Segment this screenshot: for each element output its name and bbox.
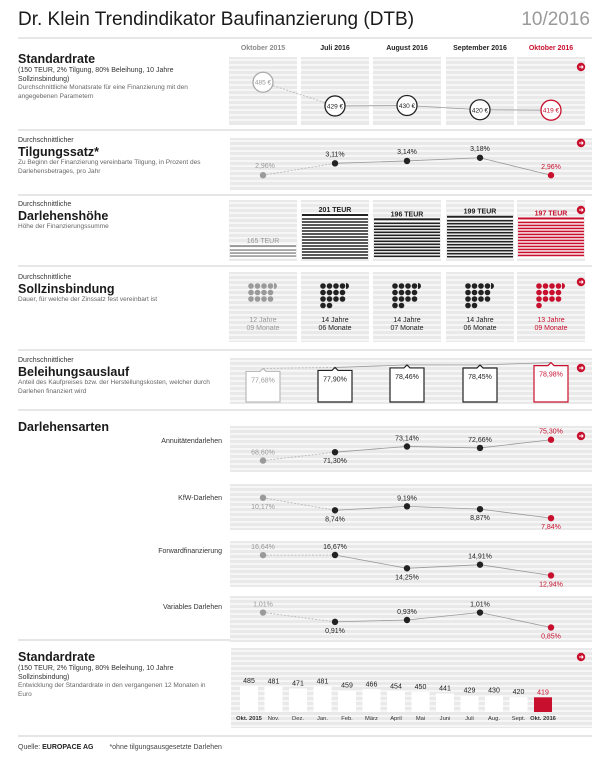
section-beleihungsauslauf [18, 357, 218, 396]
column-header: August 2016 [386, 45, 428, 52]
section-description: Durchschnittliche Monatsrate für eine Finanzierung mit den angegebenen Parametern [18, 84, 188, 100]
column-header: Juli 2016 [320, 45, 350, 52]
year-dot [327, 290, 333, 296]
year-dot [327, 303, 333, 309]
section-pretitle: Durchschnittlicher [18, 137, 74, 144]
bar-value-label: 165 TEUR [246, 238, 280, 246]
data-label: 16,67% [323, 544, 347, 552]
section-standardrate [18, 52, 218, 101]
year-dot [255, 283, 261, 289]
rate-label: 420 € [471, 107, 489, 115]
month-bar [461, 696, 479, 712]
report-date: 10/2016 [521, 9, 590, 30]
year-dot [268, 283, 274, 289]
section-title: Tilgungssatz* [18, 145, 100, 159]
section-subtitle: (150 TEUR, 2% Tilgung, 80% Beleihung, 10 Jahre Sollzinsbindung) [18, 67, 174, 83]
year-dot [485, 283, 491, 289]
month-label: Aug. [488, 716, 500, 722]
month-value: 429 [463, 687, 476, 695]
month-label: Feb. [341, 716, 353, 722]
data-point [477, 561, 483, 567]
data-label: 73,14% [395, 435, 419, 443]
bar-value-label: 196 TEUR [390, 211, 424, 219]
data-point [548, 624, 554, 630]
data-point [332, 552, 338, 558]
data-point [548, 172, 554, 178]
data-label: 75,30% [539, 428, 563, 436]
data-label: 8,74% [325, 516, 345, 524]
data-label: 0,85% [541, 633, 561, 641]
data-label: 1,01% [470, 601, 490, 609]
duration-years: 13 Jahre [537, 317, 565, 324]
year-dot [478, 283, 484, 289]
month-bar [314, 687, 332, 712]
month-value: 430 [488, 687, 500, 695]
data-point [260, 609, 266, 615]
section-darlehenshoehe [18, 201, 218, 232]
section-description: Entwicklung der Standardrate in den vergangenen 12 Monaten in Euro [18, 682, 206, 698]
section-description: Zu Beginn der Finanzierung vereinbarte Tilgung, in Prozent des Darlehensbetrages, pro Jahr [18, 159, 201, 175]
year-dot [392, 283, 398, 289]
data-point [404, 158, 410, 164]
bar-top [518, 217, 584, 219]
month-label: März [365, 716, 378, 722]
data-point [404, 565, 410, 571]
year-dot [392, 296, 398, 302]
month-label: Juli [465, 716, 474, 722]
section-description: Höhe der Finanzierungssumme [18, 223, 109, 230]
duration-months: 06 Monate [318, 325, 352, 332]
month-value: 441 [439, 685, 451, 693]
month-label: Okt. 2016 [530, 716, 556, 722]
data-label: 68,60% [251, 449, 275, 457]
section-pretitle: Durchschnittliche [18, 201, 72, 208]
year-dot [472, 290, 478, 296]
year-dot [543, 290, 549, 296]
year-dot [412, 296, 418, 302]
year-dot [485, 296, 491, 302]
month-label: Mai [415, 716, 426, 722]
year-dot [399, 303, 405, 309]
data-point [477, 445, 483, 451]
month-bar [436, 694, 454, 712]
bar-top [447, 216, 513, 218]
data-label: 0,93% [397, 609, 417, 616]
year-dot [248, 296, 254, 302]
rate-label: 430 € [398, 103, 416, 111]
series-name: Annuitätendarlehen [161, 438, 222, 445]
year-dot [399, 290, 405, 296]
year-dot [485, 290, 491, 296]
year-dot [549, 290, 555, 296]
duration-years: 14 Jahre [393, 317, 421, 324]
year-dot [261, 290, 267, 296]
month-value: 420 [512, 689, 525, 697]
section-title: Beleihungsauslauf [18, 365, 130, 379]
data-label: 14,25% [395, 574, 419, 582]
month-value: 481 [316, 678, 329, 686]
bar-value-label: 199 TEUR [463, 208, 497, 216]
year-dot [399, 296, 405, 302]
month-value: 471 [292, 680, 304, 688]
year-dot [405, 283, 411, 289]
year-dot [556, 296, 562, 302]
data-label: 12,94% [539, 581, 563, 589]
year-dot [549, 296, 555, 302]
year-dot [255, 290, 261, 296]
data-point [332, 449, 338, 455]
data-point [260, 457, 266, 463]
year-dot [320, 290, 326, 296]
year-dot [405, 290, 411, 296]
month-bar [485, 695, 503, 712]
duration-years: 12 Jahre [249, 317, 277, 324]
data-point [332, 160, 338, 166]
value-box [463, 365, 497, 402]
section-pretitle: Durchschnittliche [18, 274, 72, 281]
month-label: Nov. [267, 716, 280, 722]
value-box [318, 367, 352, 402]
data-point [404, 617, 410, 623]
duration-years: 14 Jahre [466, 317, 494, 324]
year-dot [536, 283, 542, 289]
section-tilgungssatz [18, 137, 218, 176]
year-dot [340, 283, 346, 289]
data-label: 1,01% [253, 601, 273, 609]
value-box [534, 363, 568, 402]
month-bar [338, 690, 356, 712]
data-label: 2,96% [541, 164, 561, 172]
data-point [260, 552, 266, 558]
month-bar [412, 692, 430, 712]
data-label: 71,30% [323, 458, 347, 466]
year-dot [340, 290, 346, 296]
data-label: 14,91% [468, 553, 492, 561]
data-point [548, 572, 554, 578]
bar-value-label: 197 TEUR [534, 210, 568, 218]
month-value: 485 [243, 678, 255, 685]
year-dot [465, 296, 471, 302]
month-bar [265, 687, 283, 712]
column-header: Oktober 2016 [528, 45, 574, 52]
data-label: 16,64% [251, 544, 275, 552]
footnote: *ohne tilgungsausgesetzte Darlehen [109, 744, 222, 751]
year-dot [392, 303, 398, 309]
year-dot [399, 283, 405, 289]
section-title: Sollzinsbindung [18, 282, 115, 296]
year-dot [556, 290, 562, 296]
value-label: 78,45% [468, 373, 492, 381]
year-dot [333, 296, 339, 302]
year-dot [556, 283, 562, 289]
data-label: 3,11% [325, 151, 345, 159]
month-bar [363, 689, 381, 712]
section-description: Anteil des Kaufpreises bzw. der Herstellungskosten, welcher durch Darlehen finanziert wird [18, 379, 210, 395]
year-dot [320, 296, 326, 302]
data-point [477, 609, 483, 615]
year-dot [478, 290, 484, 296]
value-box [246, 368, 280, 402]
year-dot [248, 290, 254, 296]
month-label: Dez. [292, 716, 304, 722]
bar-top [230, 245, 296, 247]
column-header: September 2016 [453, 45, 507, 52]
data-label: 8,87% [470, 515, 490, 523]
data-label: 0,91% [325, 627, 345, 635]
section-title: Standardrate [18, 650, 96, 664]
bar-top [374, 218, 440, 220]
year-dot [472, 296, 478, 302]
year-dot [543, 283, 549, 289]
year-dot [340, 296, 346, 302]
data-point [260, 495, 266, 501]
month-label: Sept. [511, 716, 526, 722]
month-bar [510, 697, 528, 712]
year-dot [465, 303, 471, 309]
value-label: 78,98% [539, 371, 563, 379]
year-dot [268, 296, 274, 302]
year-dot [333, 290, 339, 296]
section-standardrate-12-monate [18, 650, 218, 699]
column-header: Oktober 2015 [240, 45, 286, 52]
section-subtitle: (150 TEUR, 2% Tilgung, 80% Beleihung, 10 Jahre Sollzinsbindung) [18, 665, 174, 681]
source-name: EUROPACE AG [42, 744, 94, 751]
data-point [548, 515, 554, 521]
year-dot [327, 296, 333, 302]
year-dot [255, 296, 261, 302]
month-value: 419 [537, 689, 549, 697]
year-dot [536, 296, 542, 302]
year-dot [412, 283, 418, 289]
year-dot [320, 283, 326, 289]
rate-label: 429 € [326, 103, 344, 111]
month-value: 450 [414, 684, 427, 691]
data-label: 7,84% [541, 524, 561, 532]
year-dot [261, 296, 267, 302]
data-label: 72,66% [468, 436, 492, 444]
month-label: April [390, 716, 402, 722]
month-bar [289, 688, 307, 712]
year-dot [268, 290, 274, 296]
month-label: Juni [439, 716, 451, 722]
month-bar [240, 686, 258, 712]
section-title: Darlehensarten [18, 420, 110, 434]
year-dot [472, 303, 478, 309]
year-dot [412, 290, 418, 296]
page-title: Dr. Klein Trendindikator Baufinanzierung (DTB) [18, 9, 415, 30]
data-point [332, 507, 338, 513]
source-label: Quelle: [18, 744, 41, 751]
data-label: 10,17% [251, 503, 275, 511]
section-description: Dauer, für welche der Zinssatz fest vereinbart ist [18, 296, 158, 303]
month-value: 454 [390, 683, 402, 691]
year-dot [327, 283, 333, 289]
footer [18, 744, 222, 751]
year-dot [465, 283, 471, 289]
duration-months: 07 Monate [390, 325, 424, 332]
duration-months: 09 Monate [534, 325, 568, 332]
data-point [404, 443, 410, 449]
data-point [477, 155, 483, 161]
year-dot [248, 283, 254, 289]
year-dot [536, 303, 542, 309]
data-point [477, 506, 483, 512]
rate-label: 485 € [254, 79, 272, 87]
section-pretitle: Durchschnittlicher [18, 357, 74, 364]
year-dot [405, 296, 411, 302]
year-dot [543, 296, 549, 302]
year-dot [536, 290, 542, 296]
year-dot [472, 283, 478, 289]
data-label: 9,19% [397, 495, 417, 503]
year-dot [333, 283, 339, 289]
month-label: Jan. [317, 716, 328, 722]
data-label: 3,18% [470, 145, 490, 153]
section-sollzinsbindung [18, 274, 218, 305]
rate-label: 419 € [542, 107, 560, 115]
series-name: Forwardfinanzierung [158, 548, 222, 555]
bar-value-label: 201 TEUR [318, 207, 352, 214]
value-box [390, 365, 424, 402]
month-value: 481 [267, 678, 280, 686]
series-name: KfW-Darlehen [178, 495, 222, 502]
duration-months: 06 Monate [463, 325, 497, 332]
year-dot [320, 303, 326, 309]
month-label: Okt. 2015 [236, 716, 262, 722]
section-title: Standardrate [18, 52, 96, 66]
year-dot [392, 290, 398, 296]
year-dot [465, 290, 471, 296]
data-label: 2,96% [255, 163, 275, 171]
month-value: 466 [365, 681, 378, 689]
data-label: 3,14% [397, 148, 417, 156]
data-point [332, 619, 338, 625]
duration-months: 09 Monate [246, 325, 280, 332]
data-point [260, 172, 266, 178]
data-point [548, 437, 554, 443]
duration-years: 14 Jahre [321, 317, 349, 324]
year-dot [549, 283, 555, 289]
value-label: 77,68% [251, 377, 275, 385]
series-name: Variables Darlehen [162, 604, 222, 611]
section-title: Darlehenshöhe [18, 209, 109, 223]
month-value: 459 [341, 682, 353, 690]
month-bar [534, 697, 552, 712]
data-point [404, 503, 410, 509]
year-dot [261, 283, 267, 289]
value-label: 77,90% [323, 376, 347, 384]
bar-top [302, 214, 368, 216]
year-dot [478, 296, 484, 302]
section-darlehensarten [18, 420, 218, 434]
month-bar [387, 691, 405, 712]
value-label: 78,46% [395, 373, 419, 381]
